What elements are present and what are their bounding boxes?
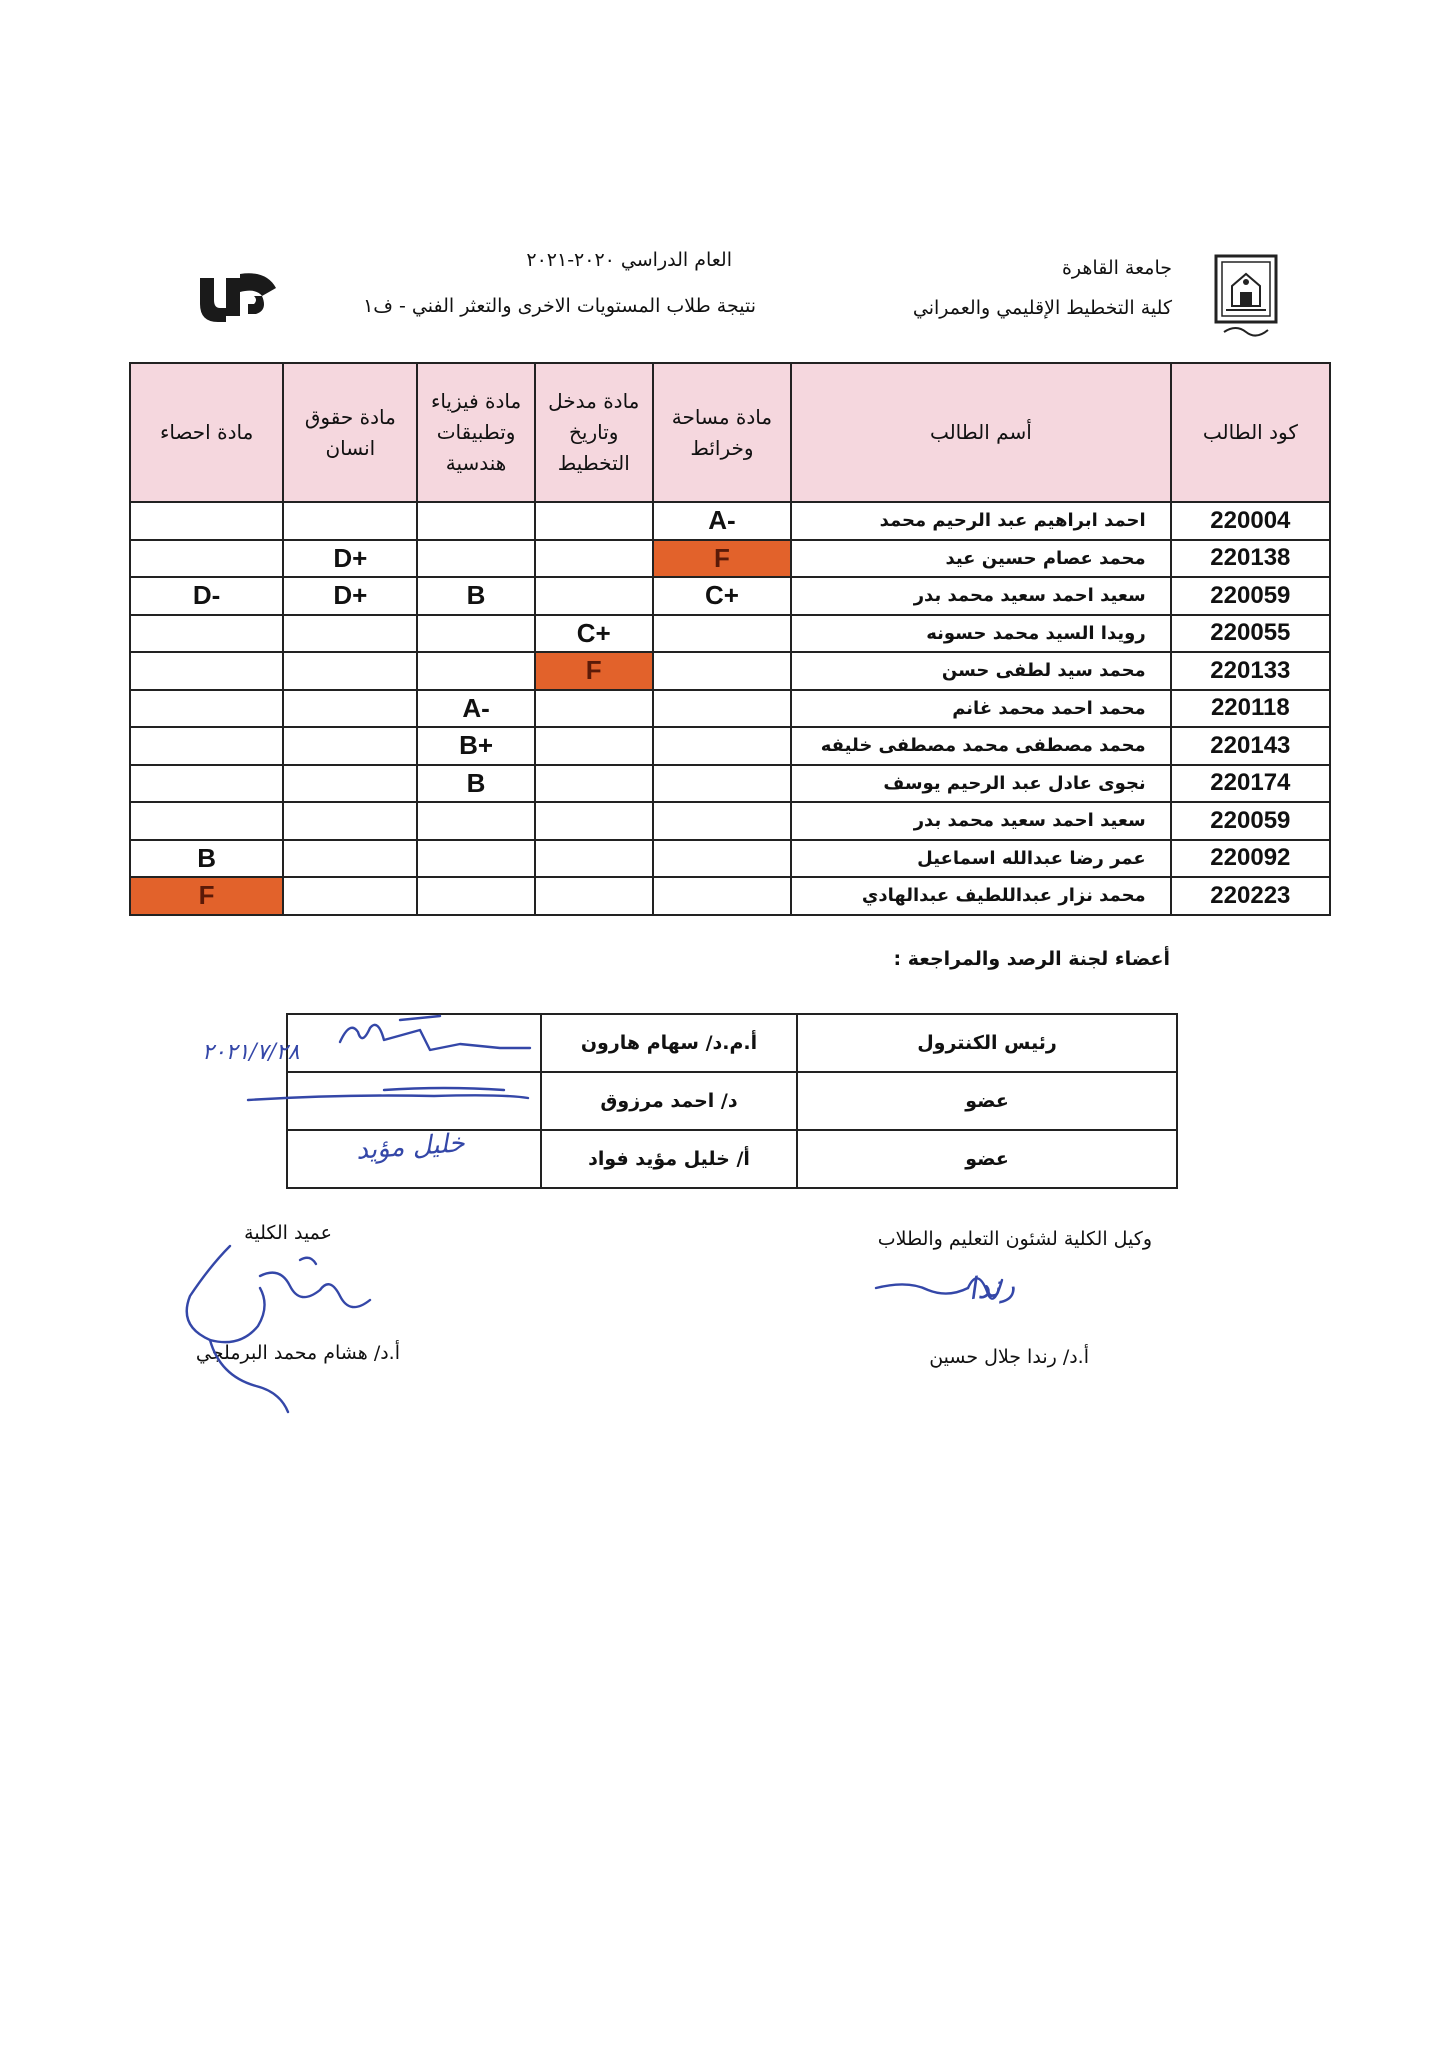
student-code: 220055 [1171, 615, 1330, 653]
grade-intro-planning [535, 877, 653, 915]
grade-human-rights: D+ [283, 540, 417, 578]
student-code: 220004 [1171, 502, 1330, 540]
signature-3: خليل مؤيد [355, 1128, 466, 1166]
table-header-row [130, 363, 1330, 502]
committee-member-name: أ/ خليل مؤيد فواد [541, 1130, 797, 1188]
col-header-human-rights: مادة حقوق انسان [283, 363, 417, 502]
dean-signature [170, 1236, 390, 1416]
grade-physics [417, 615, 534, 653]
grade-intro-planning [535, 802, 653, 840]
grade-surveying [653, 652, 791, 690]
grade-physics [417, 502, 534, 540]
grade-human-rights [283, 652, 417, 690]
table-row [130, 652, 1330, 690]
grade-surveying [653, 840, 791, 878]
grade-surveying: A- [653, 502, 791, 540]
student-name: محمد احمد محمد غانم [791, 690, 1171, 728]
grade-intro-planning: C+ [535, 615, 653, 653]
student-code: 220174 [1171, 765, 1330, 803]
table-row [130, 690, 1330, 728]
academic-year: العام الدراسي ٢٠٢٠-٢٠٢١ [526, 249, 732, 271]
vice-dean-signature-text: رندا [966, 1267, 1017, 1308]
faculty-logo [196, 260, 286, 326]
grade-physics: B [417, 765, 534, 803]
student-code: 220133 [1171, 652, 1330, 690]
grade-physics [417, 877, 534, 915]
grade-physics [417, 540, 534, 578]
table-row [130, 615, 1330, 653]
grade-physics: B [417, 577, 534, 615]
student-name: سعيد احمد سعيد محمد بدر [791, 802, 1171, 840]
committee-member-name: د/ احمد مرزوق [541, 1072, 797, 1130]
grade-surveying: F [653, 540, 791, 578]
results-table [129, 362, 1331, 916]
grade-surveying [653, 615, 791, 653]
grade-intro-planning [535, 502, 653, 540]
grade-physics [417, 802, 534, 840]
student-name: محمد نزار عبداللطيف عبدالهادي [791, 877, 1171, 915]
grade-statistics: D- [130, 577, 283, 615]
col-header-student-code: كود الطالب [1171, 363, 1330, 502]
grade-intro-planning [535, 765, 653, 803]
col-header-student-name: أسم الطالب [791, 363, 1171, 502]
grade-physics: A- [417, 690, 534, 728]
faculty-name: كلية التخطيط الإقليمي والعمراني [912, 297, 1172, 319]
grade-intro-planning [535, 540, 653, 578]
dean-title: عميد الكلية [244, 1222, 332, 1244]
grade-intro-planning [535, 727, 653, 765]
student-code: 220092 [1171, 840, 1330, 878]
student-name: رويدا السيد محمد حسونه [791, 615, 1171, 653]
col-header-surveying: مادة مساحة وخرائط [653, 363, 791, 502]
grade-human-rights [283, 615, 417, 653]
grade-surveying [653, 727, 791, 765]
grade-statistics [130, 540, 283, 578]
grade-human-rights [283, 502, 417, 540]
table-row [130, 727, 1330, 765]
grade-human-rights [283, 802, 417, 840]
col-header-intro-planning: مادة مدخل وتاريخ التخطيط [535, 363, 653, 502]
grade-physics: B+ [417, 727, 534, 765]
vice-dean-title: وكيل الكلية لشئون التعليم والطلاب [877, 1228, 1152, 1250]
student-code: 220143 [1171, 727, 1330, 765]
student-code: 220138 [1171, 540, 1330, 578]
col-header-statistics: مادة احصاء [130, 363, 283, 502]
grade-statistics [130, 502, 283, 540]
student-name: محمد مصطفى محمد مصطفى خليفه [791, 727, 1171, 765]
grade-statistics [130, 765, 283, 803]
signature-2 [244, 1080, 534, 1110]
report-title: نتيجة طلاب المستويات الاخرى والتعثر الفني - ف١ [363, 295, 756, 317]
grade-intro-planning [535, 577, 653, 615]
grade-intro-planning: F [535, 652, 653, 690]
grade-human-rights [283, 840, 417, 878]
committee-member-role: رئيس الكنترول [797, 1014, 1177, 1072]
table-row [130, 840, 1330, 878]
signature-1 [300, 1010, 540, 1070]
table-row [130, 877, 1330, 915]
student-name: محمد عصام حسين عيد [791, 540, 1171, 578]
signature-date: ٢٠٢١/٧/٢٨ [202, 1040, 300, 1065]
student-code: 220118 [1171, 690, 1330, 728]
table-row [130, 502, 1330, 540]
col-header-physics: مادة فيزياء وتطبيقات هندسية [417, 363, 534, 502]
student-code: 220223 [1171, 877, 1330, 915]
grade-statistics: F [130, 877, 283, 915]
grade-surveying [653, 690, 791, 728]
vice-dean-signature [868, 1260, 1108, 1320]
grade-physics [417, 652, 534, 690]
student-name: نجوى عادل عبد الرحيم يوسف [791, 765, 1171, 803]
student-code: 220059 [1171, 802, 1330, 840]
grade-intro-planning [535, 690, 653, 728]
committee-member-role: عضو [797, 1072, 1177, 1130]
table-row [130, 765, 1330, 803]
grade-human-rights [283, 765, 417, 803]
vice-dean-name: أ.د/ رندا جلال حسين [929, 1346, 1089, 1368]
grade-statistics [130, 615, 283, 653]
grade-surveying [653, 802, 791, 840]
grade-statistics [130, 802, 283, 840]
university-name: جامعة القاهرة [1061, 257, 1172, 279]
grade-human-rights [283, 877, 417, 915]
grade-human-rights: D+ [283, 577, 417, 615]
grade-surveying: C+ [653, 577, 791, 615]
committee-member-name: أ.م.د/ سهام هارون [541, 1014, 797, 1072]
student-name: سعيد احمد سعيد محمد بدر [791, 577, 1171, 615]
grade-intro-planning [535, 840, 653, 878]
table-row [130, 577, 1330, 615]
grade-statistics [130, 727, 283, 765]
table-row [130, 540, 1330, 578]
grade-human-rights [283, 690, 417, 728]
grade-human-rights [283, 727, 417, 765]
cairo-university-logo [1210, 252, 1282, 342]
student-name: عمر رضا عبدالله اسماعيل [791, 840, 1171, 878]
grade-surveying [653, 765, 791, 803]
student-name: احمد ابراهيم عبد الرحيم محمد [791, 502, 1171, 540]
table-row [130, 802, 1330, 840]
committee-member-role: عضو [797, 1130, 1177, 1188]
grade-statistics [130, 652, 283, 690]
dean-name: أ.د/ هشام محمد البرملجي [195, 1342, 400, 1364]
student-code: 220059 [1171, 577, 1330, 615]
grade-statistics [130, 690, 283, 728]
grade-statistics: B [130, 840, 283, 878]
grade-surveying [653, 877, 791, 915]
student-name: محمد سيد لطفى حسن [791, 652, 1171, 690]
committee-title: أعضاء لجنة الرصد والمراجعة : [893, 948, 1170, 970]
grade-physics [417, 840, 534, 878]
